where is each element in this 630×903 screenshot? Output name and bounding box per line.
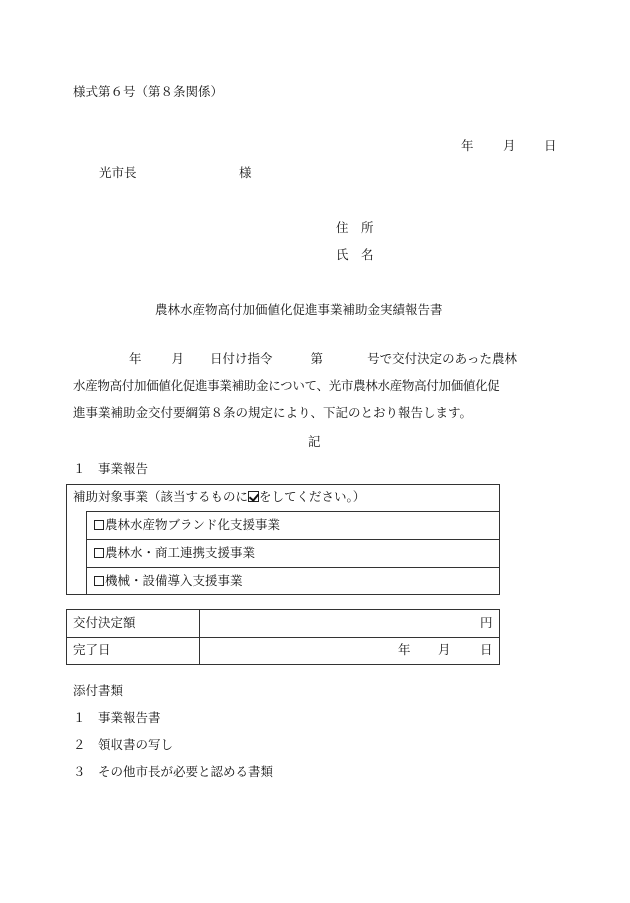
amount-value-field[interactable]: [200, 610, 499, 637]
attachment-text: その他市長が必要と認める書類: [98, 764, 274, 779]
date-day: 日: [544, 138, 557, 153]
document-title: 農林水産物高付加価値化促進事業補助金実績報告書: [155, 302, 443, 317]
form-number: 様式第６号（第８条関係）: [73, 84, 224, 99]
completion-label: 完了日: [73, 642, 111, 657]
ki-label: 記: [308, 434, 321, 449]
project-option-label: 農林水・商工連携支援事業: [105, 545, 256, 560]
project-option-1[interactable]: [94, 519, 280, 532]
addressee-honorific: 様: [239, 165, 252, 180]
date-year: 年: [461, 138, 474, 153]
project-option-label: 農林水産物ブランド化支援事業: [105, 517, 281, 532]
target-header-before: 補助対象事業（該当するものに: [73, 489, 249, 504]
applicant-address-label: 住 所: [336, 220, 374, 235]
applicant-name-label: 氏 名: [336, 247, 374, 262]
body-dai: 第: [310, 351, 324, 366]
checkbox-icon[interactable]: [94, 548, 104, 558]
attachments-title: 添付書類: [73, 683, 124, 698]
body-year: 年: [129, 351, 142, 366]
body-line-2: 水産物高付加価値化促進事業補助金について、光市農林水産物高付加価値化促: [73, 378, 500, 393]
project-option-2[interactable]: [94, 547, 255, 560]
addressee-name: 光市長: [99, 165, 137, 180]
body-line-3: 進事業補助金交付要綱第８条の規定により、下記のとおり報告します。: [73, 405, 473, 420]
section1-label: 事業報告: [98, 461, 149, 476]
attachment-text: 事業報告書: [98, 710, 161, 725]
target-table-header: [73, 491, 365, 504]
completion-date-field[interactable]: [200, 638, 499, 665]
project-option-3[interactable]: [94, 575, 243, 588]
completion-month: 月: [438, 642, 451, 657]
checkbox-icon[interactable]: [94, 520, 104, 530]
project-option-label: 機械・設備導入支援事業: [105, 573, 243, 588]
attachment-number: １: [73, 710, 86, 725]
body-paragraph: [73, 345, 569, 426]
checkbox-icon[interactable]: [94, 576, 104, 586]
body-line-1: [73, 345, 569, 372]
section1-number: １: [73, 461, 86, 476]
amount-unit: 円: [480, 615, 493, 630]
attachment-number: ２: [73, 737, 86, 752]
target-header-after: をしてください。）: [259, 489, 366, 504]
completion-year: 年: [398, 642, 411, 657]
date-month: 月: [503, 138, 516, 153]
completion-day: 日: [480, 642, 493, 657]
body-month: 月: [171, 351, 185, 366]
body-day-command: 日付け指令: [210, 351, 273, 366]
attachment-text: 領収書の写し: [98, 737, 174, 752]
body-line1-rest: 号で交付決定のあった農林: [367, 351, 517, 366]
attachment-number: ３: [73, 764, 86, 779]
amount-label: 交付決定額: [73, 615, 136, 630]
checkmark-box-icon: [248, 491, 259, 502]
